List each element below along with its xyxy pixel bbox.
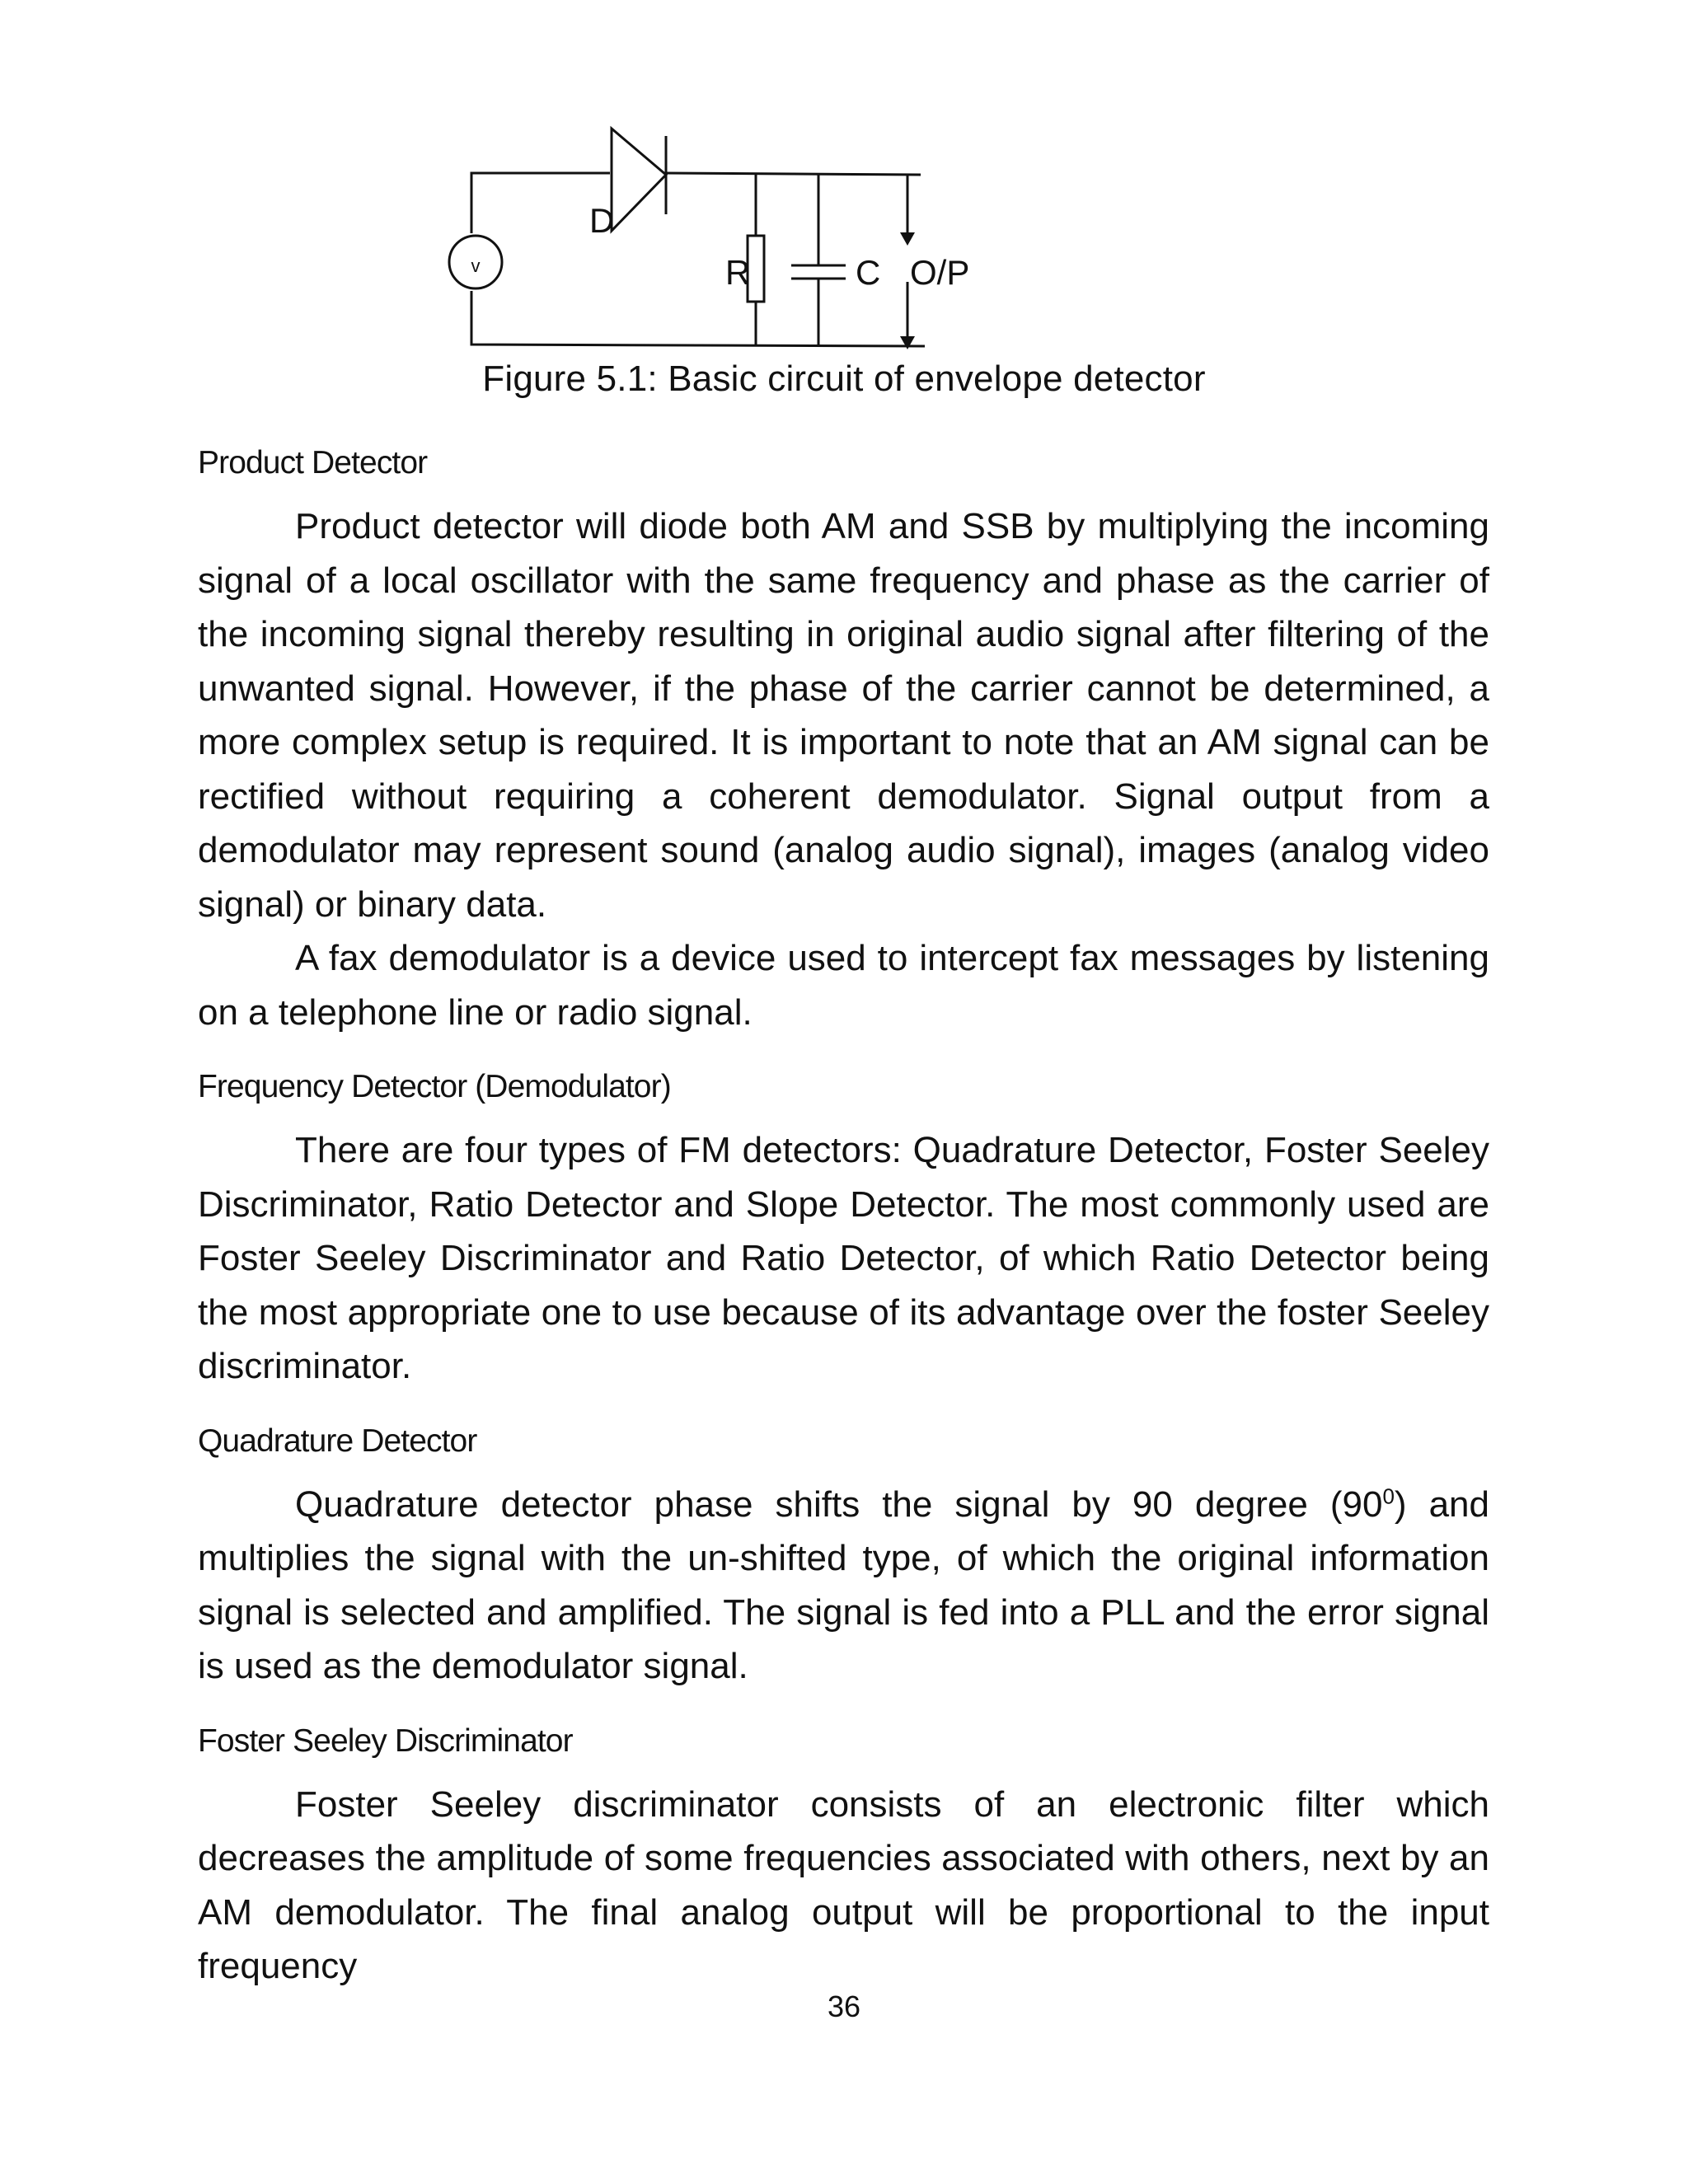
paragraph: Quadrature detector phase shifts the signal by 90 degree $(90^0)$ and multiplies the signal with the un-shifted type, of which the original information signal is selected and amplified. The signal is fed into a PLL and the error signal is used as the demodulator signal. [198,1483,1489,1686]
section-heading: Quadrature Detector [198,1422,477,1459]
diode-label: D [589,201,615,240]
paragraph: A fax demodulator is a device used to intercept fax messages by listening on a telephone line or radio signal. [198,938,1489,1033]
paragraph: Foster Seeley discriminator consists of an electronic filter which decreases the amplitude of some frequencies associated with others, next by an AM demodulator. The final analog output will be proportional to the input frequency [198,1783,1489,1986]
source-label: v [471,255,481,276]
diode-icon [612,129,666,231]
arrow-down-icon [900,336,915,349]
body-text [198,445,1489,1994]
superscript: 0 [1382,1483,1395,1508]
output-label: O/P [910,253,970,292]
bottom-wire [471,291,925,346]
paragraph: There are four types of FM detectors: Quadrature Detector, Foster Seeley Discriminator, Ratio Detector and Slope Detector. The most commonly used are Foster Seeley Discriminator and Ratio Detector, of which Ratio Detector being the most appropriate one to use because of its advantage over the foster Seeley discriminator. [198,1130,1489,1386]
section-heading: Product Detector [198,445,428,480]
resistor-label: R [725,253,751,292]
arrow-down-icon [900,232,915,246]
capacitor-label: C [856,253,881,292]
section-heading: Foster Seeley Discriminator [198,1722,573,1759]
envelope-detector-circuit-figure [445,124,1022,371]
section-heading: Frequency Detector (Demodulator) [198,1069,671,1104]
page-number: 36 [827,1990,861,2023]
figure-caption: Figure 5.1: Basic circuit of envelope detector [482,359,1206,399]
paragraph: Product detector will diode both AM and SSB by multiplying the incoming signal of a local oscillator with the same frequency and phase as the carrier of the incoming signal thereby resulting in original audio signal after filtering of the unwanted signal. However, if the phase of the carrier cannot be determined, a more complex setup is required. It is important to note that an AM signal can be rectified without requiring a coherent demodulator. Signal output from a demodulator may represent sound (analog audio signal), images (analog video signal) or binary data. [198,506,1489,925]
